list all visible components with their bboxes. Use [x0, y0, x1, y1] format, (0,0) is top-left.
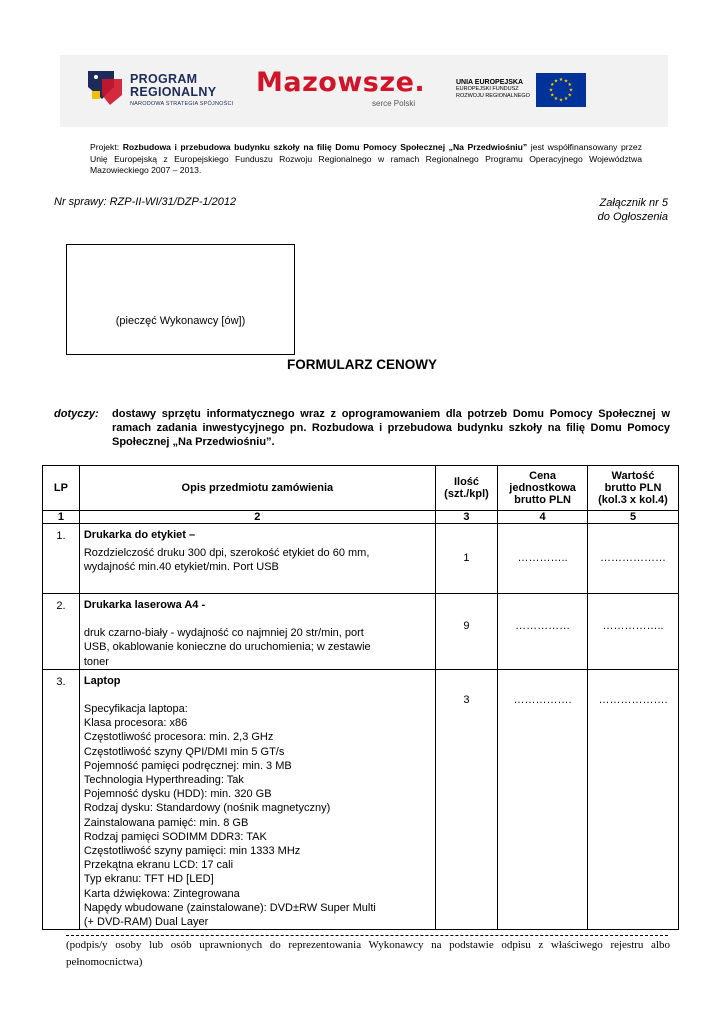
annex-label: [598, 196, 668, 224]
header-unit-price-line2: jednostkowa: [509, 482, 576, 494]
svg-text:★: ★: [550, 82, 555, 88]
eu-logo-line3: ROZWOJU REGIONALNEGO: [456, 93, 530, 99]
row-description: [79, 594, 435, 670]
concerns-label: dotyczy:: [54, 408, 99, 420]
item-spec-line: Pojemność dysku (HDD): min. 320 GB: [83, 788, 272, 801]
row-description: [79, 669, 435, 929]
item-spec-line: USB, okablowanie konieczne do uruchomienia; w zestawie: [83, 641, 371, 654]
item-spec-line: druk czarno-biały - wydajność co najmniej 20 str/min, port: [83, 627, 364, 640]
concerns-section: [54, 407, 670, 449]
program-logo-line3: NARODOWA STRATEGIA SPÓJNOŚCI: [130, 101, 234, 107]
row-total-blank: ……………..: [588, 594, 679, 670]
item-spec-line: toner: [83, 655, 109, 668]
header-total: [588, 466, 679, 511]
header-unit-price: [498, 466, 588, 511]
program-regionalny-logo: [130, 73, 233, 107]
item-spec-line: (+ DVD-RAM) Dual Layer: [83, 916, 209, 929]
concerns-text: dostawy sprzętu informatycznego wraz z oprogramowaniem dla potrzeb Domu Pomocy Społecznej w ramach zadania inwestycyjnego pn. Rozbudowa i przebudowa budynku szkoły na filię Domu Pomocy Społecznej „Na Przedwiośniu”.: [112, 408, 670, 448]
item-title: Laptop: [83, 674, 121, 687]
column-number: 1: [43, 511, 80, 524]
header-unit-price-line1: Cena: [529, 470, 557, 482]
project-title: Rozbudowa i przebudowa budynku szkoły na filię Domu Pomocy Społecznej „Na Przedwiośniu”: [122, 142, 528, 152]
row-lp: 2.: [43, 594, 80, 670]
project-prefix: Projekt:: [90, 142, 123, 152]
program-logo-line1: PROGRAM: [130, 72, 198, 86]
project-financing: jest współfinansowany przez Unię Europejską z Europejskiego Funduszu Rozwoju Regionalnego w ramach Regionalnego Programu Operacyjnego Województwa Mazowieckiego 2007 – 2013.: [90, 142, 643, 175]
item-spec-line: Specyfikacja laptopa:: [83, 703, 188, 716]
table-body: [43, 524, 679, 930]
program-regionalny-emblem-icon: [84, 65, 124, 107]
item-spec-line: Pojemność pamięci podręcznej: min. 3 MB: [83, 759, 292, 772]
item-title: Drukarka do etykiet –: [83, 529, 196, 541]
row-unit-price-blank: …………..: [498, 524, 588, 594]
svg-text:★: ★: [563, 78, 569, 85]
annex-line1: Załącznik nr 5: [599, 197, 668, 209]
contractor-stamp-box: [66, 244, 295, 355]
row-lp: 1.: [43, 524, 80, 594]
header-total-line2: brutto PLN: [604, 482, 662, 494]
table-row: [43, 669, 679, 929]
row-unit-price-blank: …………….: [498, 669, 588, 929]
eu-logo-line2: EUROPEJSKI FUNDUSZ: [456, 86, 519, 92]
item-spec-line: Przekątna ekranu LCD: 17 cali: [83, 859, 234, 872]
row-unit-price-blank: ……………: [498, 594, 588, 670]
eu-logo-line1: UNIA EUROPEJSKA: [456, 79, 524, 86]
mazowsze-logo-name: Mazowsze.: [256, 67, 426, 98]
signature-line: [66, 935, 668, 936]
table-row: [43, 524, 679, 594]
item-spec-line: Klasa procesora: x86: [83, 717, 188, 730]
svg-text:★: ★: [553, 96, 559, 102]
table-header-row: [43, 466, 679, 511]
svg-text:★: ★: [548, 87, 554, 94]
item-spec-line: Rozdzielczość druku 300 dpi, szerokość etykiet do 60 mm,: [83, 547, 370, 560]
item-spec-line: Częstotliwość procesora: min. 2,3 GHz: [83, 731, 274, 744]
contractor-stamp-label: (pieczęć Wykonawcy [ów]): [115, 315, 246, 327]
eu-logo-text: [456, 79, 530, 100]
header-total-line3: (kol.3 x kol.4): [598, 494, 668, 506]
column-number-row: [43, 511, 679, 524]
svg-text:★: ★: [558, 77, 564, 83]
column-number: 5: [588, 511, 679, 524]
row-quantity: 3: [435, 669, 497, 929]
form-title: FORMULARZ CENOWY: [287, 357, 437, 372]
item-title: Drukarka laserowa A4 -: [83, 599, 206, 611]
column-number: 2: [79, 511, 435, 524]
signature-note: (podpis/y osoby lub osób uprawnionych do reprezentowania Wykonawcy na podstawie odpisu z właściwego rejestru albo pełnomocnictwa): [66, 939, 670, 968]
svg-text:★: ★: [563, 96, 569, 102]
header-quantity-line1: Ilość: [453, 476, 480, 488]
item-spec-line: Napędy wbudowane (zainstalowane): DVD±RW Super Multi: [83, 901, 376, 914]
column-number: 4: [498, 511, 588, 524]
mazowsze-logo: [256, 67, 426, 108]
header-description: Opis przedmiotu zamówienia: [79, 466, 435, 511]
table-row: [43, 594, 679, 670]
svg-text:★: ★: [553, 78, 559, 85]
row-total-blank: ……………….: [588, 669, 679, 929]
item-spec-line: Częstotliwość szyny pamięci: min 1333 MHz: [83, 845, 301, 858]
item-spec-line: Częstotliwość szyny QPI/DMI min 5 GT/s: [83, 745, 285, 758]
case-number: Nr sprawy: RZP-II-WI/31/DZP-1/2012: [54, 196, 237, 208]
program-logo-line2: REGIONALNY: [130, 85, 217, 99]
svg-text:★: ★: [567, 82, 572, 88]
row-lp: 3.: [43, 669, 80, 929]
item-spec-line: Technologia Hyperthreading: Tak: [83, 774, 244, 787]
header-quantity-line2: (szt./kpl): [444, 488, 489, 500]
header-lp: LP: [43, 466, 80, 511]
annex-line2: do Ogłoszenia: [597, 211, 668, 223]
header-logo-band: [60, 55, 668, 127]
price-table: [42, 465, 679, 930]
header-total-line1: Wartość: [611, 470, 655, 482]
eu-flag-icon: [536, 73, 586, 107]
row-quantity: 9: [435, 594, 497, 670]
svg-text:★: ★: [567, 92, 572, 99]
row-quantity: 1: [435, 524, 497, 594]
item-spec-line: Karta dźwiękowa: Zintegrowana: [83, 887, 240, 900]
item-spec-line: Typ ekranu: TFT HD [LED]: [83, 873, 214, 886]
item-spec-line: Zainstalowana pamięć: min. 8 GB: [83, 816, 249, 829]
svg-text:★: ★: [558, 97, 564, 104]
header-unit-price-line3: brutto PLN: [514, 494, 571, 506]
project-info: [90, 142, 642, 177]
row-description: [79, 524, 435, 594]
item-spec-line: wydajność min.40 etykiet/min. Port USB: [83, 561, 279, 574]
row-total-blank: ………………: [588, 524, 679, 594]
svg-text:★: ★: [568, 87, 574, 94]
header-quantity: [435, 466, 497, 511]
item-spec-line: Rodzaj pamięci SODIMM DDR3: TAK: [83, 830, 267, 843]
item-spec-line: Rodzaj dysku: Standardowy (nośnik magnetyczny): [83, 802, 331, 815]
mazowsze-logo-tagline: serce Polski: [372, 99, 416, 108]
column-number: 3: [435, 511, 497, 524]
svg-text:★: ★: [550, 92, 555, 99]
